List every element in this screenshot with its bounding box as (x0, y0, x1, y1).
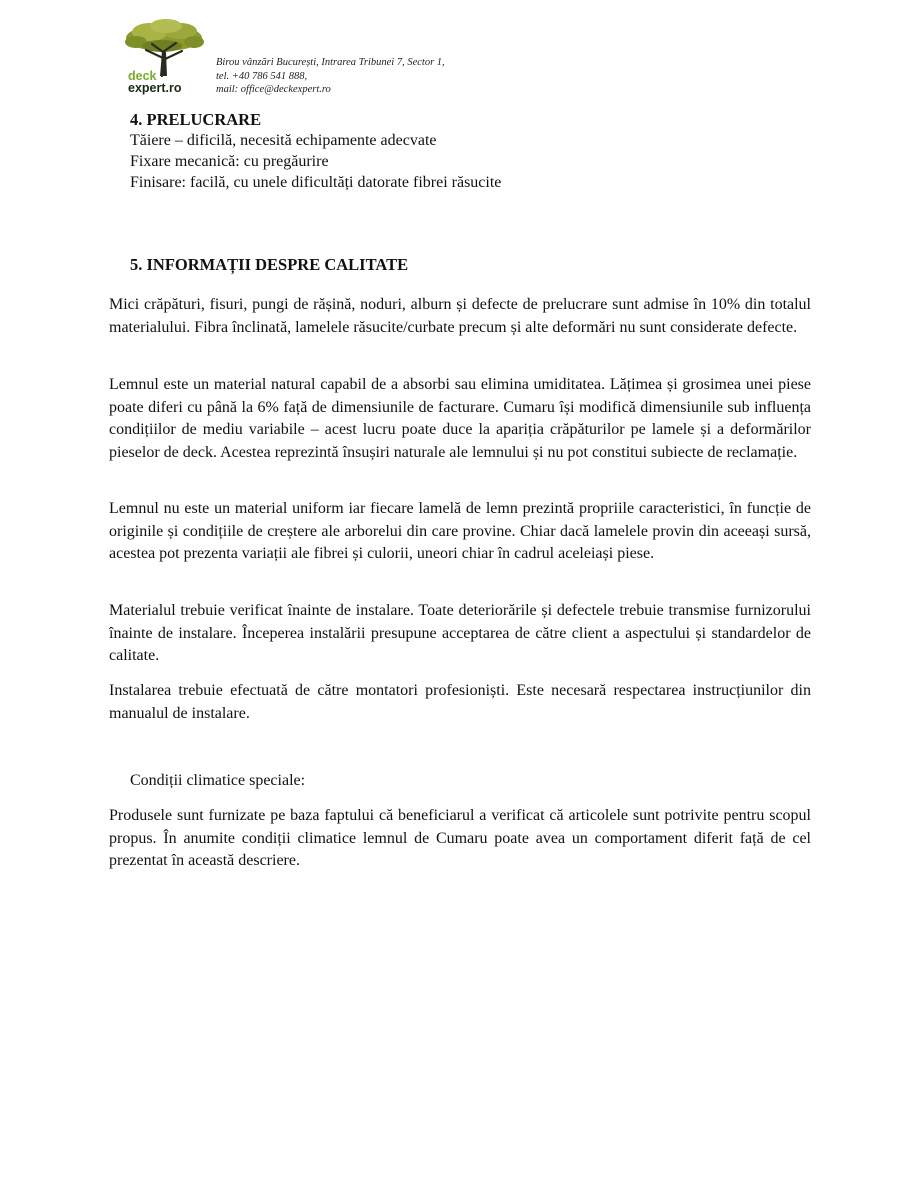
processing-fixing: Fixare mecanică: cu pregăurire (130, 153, 329, 170)
contact-phone: tel. +40 786 541 888, (216, 70, 308, 82)
quality-paragraph-defects: Mici crăpături, fisuri, pungi de rășină, noduri, alburn și defecte de prelucrare sunt admise în 10% din totalul materialului. Fibra înclinată, lamelele răsucite/curbate precum și alte deformări nu sunt considerate defecte. (109, 296, 811, 336)
climate-conditions-title: Condiții climatice speciale: (130, 772, 306, 789)
quality-paragraph-humidity: Lemnul este un material natural capabil de a absorbi sau elimina umiditatea. Lățimea și grosimea unei piese poate diferi cu până la 6% față de dimensiunile de facturare. Cumaru își modifică dimensiunile sub influența condițiilor de mediu variabile – acest lucru poate duce la apariția crăpăturilor pe lamele și a deformărilor pieselor de deck. Acestea reprezintă însușiri naturale ale lemnului și nu pot constitui subiecte de reclamație. (109, 376, 811, 461)
section-4-title: 4. PRELUCRARE (130, 110, 262, 129)
contact-address: Birou vânzări București, Intrarea Tribunei 7, Sector 1, (216, 57, 445, 68)
contact-info (216, 56, 445, 97)
processing-finishing: Finisare: facilă, cu unele dificultăți datorate fibrei răsucite (130, 174, 502, 191)
contact-email: mail: office@deckexpert.ro (216, 84, 331, 95)
quality-paragraph-inspection: Materialul trebuie verificat înainte de instalare. Toate deteriorările și defectele trebuie transmise furnizorului înainte de instalare. Începerea instalării presupune acceptarea de către client a aspectului și standardelor de calitate. (109, 602, 811, 664)
quality-paragraph-installation: Instalarea trebuie efectuată de către montatori profesioniști. Este necesară respectarea instrucțiunilor din manualul de instalare. (109, 682, 811, 722)
deckexpert-logo (122, 18, 206, 96)
logo-word-expert: expert.ro (128, 81, 182, 95)
section-4-lines (130, 130, 501, 193)
section-5-title: 5. INFORMAȚII DESPRE CALITATE (130, 255, 409, 274)
climate-conditions-paragraph: Produsele sunt furnizate pe baza faptului că beneficiarul a verificat că articolele sunt potrivite pentru scopul propus. În anumite condiții climatice lemnul de Cumaru poate avea un comportament diferit față de cel prezentat în această descriere. (109, 807, 811, 869)
quality-paragraph-variation: Lemnul nu este un material uniform iar fiecare lamelă de lemn prezintă propriile caracteristici, în funcție de originile și condițiile de creștere ale arborelui din care provine. Chiar dacă lamelele provin din aceeași sursă, acestea pot prezenta variații ale fibrei și culorii, uneori chiar în cadrul aceleiași piese. (109, 500, 811, 562)
processing-cutting: Tăiere – dificilă, necesită echipamente adecvate (130, 132, 437, 149)
logo-word-deck: deck (128, 69, 157, 83)
